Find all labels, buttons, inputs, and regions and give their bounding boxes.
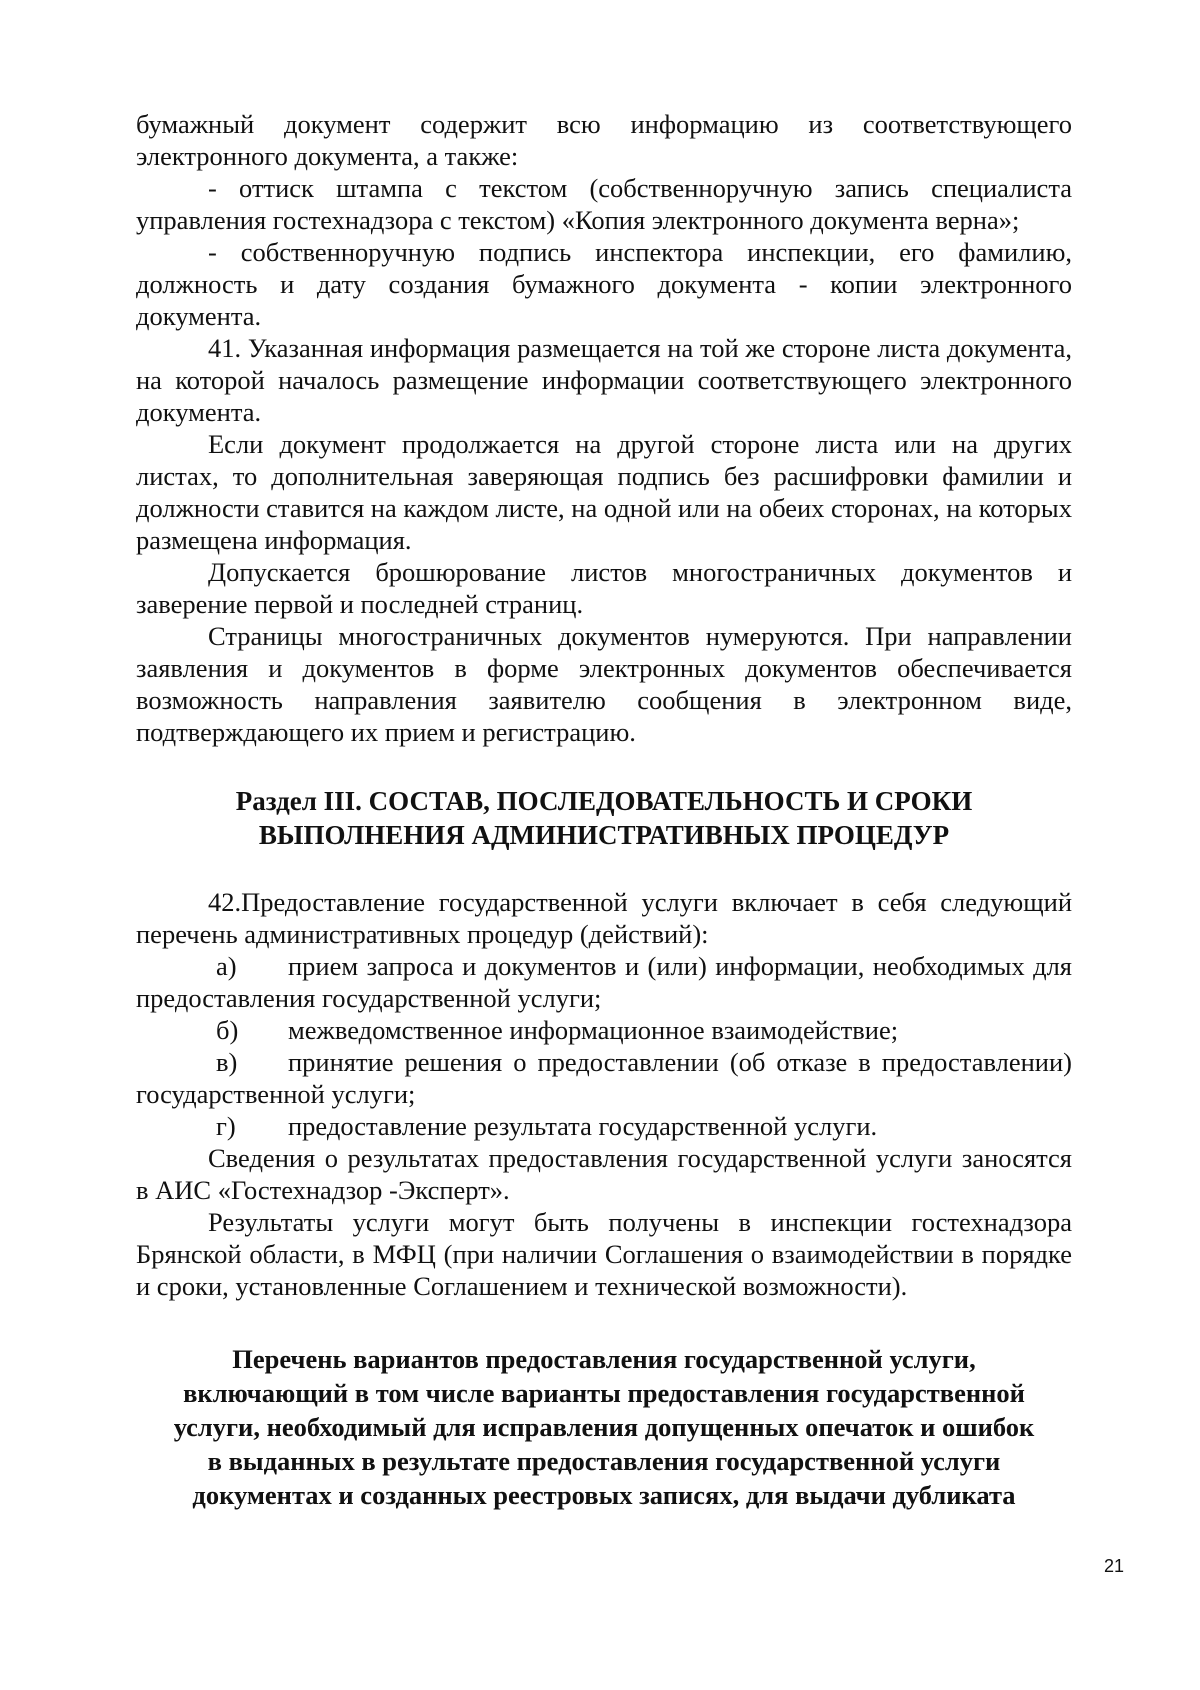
subsection-heading-line-2: включающий в том числе варианты предоставления государственной bbox=[183, 1378, 1025, 1408]
subsection-heading-line-5: документах и созданных реестровых записях, для выдачи дубликата bbox=[192, 1480, 1016, 1510]
subsection-heading bbox=[136, 1342, 1072, 1512]
paragraph-continuation: бумажный документ содержит всю информацию из соответствующего электронного документа, а также: bbox=[136, 109, 1072, 171]
list-item bbox=[136, 1014, 1072, 1046]
page-content bbox=[136, 108, 1072, 1512]
section-heading bbox=[136, 784, 1072, 852]
list-item-marker: г) bbox=[216, 1111, 236, 1141]
paragraph-numbering: Страницы многостраничных документов нумеруются. При направлении заявления и документов в форме электронных документов обеспечивается возможность направления заявителю сообщения в электронном виде, подтверждающего их прием и регистрацию. bbox=[136, 621, 1072, 747]
list-item-text: принятие решения о предоставлении (об отказе в предоставлении) государственной услуги; bbox=[136, 1047, 1072, 1109]
list-item bbox=[136, 950, 1072, 1014]
paragraph-stamp: - оттиск штампа с текстом (собственноручную запись специалиста управления гостехнадзора с текстом) «Копия электронного документа верна»; bbox=[136, 173, 1072, 235]
section-heading-line-1: Раздел III. СОСТАВ, ПОСЛЕДОВАТЕЛЬНОСТЬ И СРОКИ bbox=[235, 786, 973, 816]
section-heading-line-2: ВЫПОЛНЕНИЯ АДМИНИСТРАТИВНЫХ ПРОЦЕДУР bbox=[258, 820, 950, 850]
paragraph-item-42: 42.Предоставление государственной услуги включает в себя следующий перечень административных процедур (действий): bbox=[136, 887, 1072, 949]
subsection-heading-line-4: в выданных в результате предоставления государственной услуги bbox=[207, 1446, 1001, 1476]
list-item bbox=[136, 1110, 1072, 1142]
list-item bbox=[136, 1046, 1072, 1110]
paragraph-binding: Допускается брошюрование листов многостраничных документов и заверение первой и последней страниц. bbox=[136, 557, 1072, 619]
paragraph-other-side: Если документ продолжается на другой стороне листа или на других листах, то дополнительная заверяющая подпись без расшифровки фамилии и должности ставится на каждом листе, на одной или на обеих сторонах, на которых размещена информация. bbox=[136, 429, 1072, 555]
subsection-heading-line-1: Перечень вариантов предоставления государственной услуги, bbox=[232, 1344, 976, 1374]
list-item-marker: в) bbox=[216, 1047, 238, 1077]
list-item-marker: а) bbox=[216, 951, 237, 981]
list-item-text: прием запроса и документов и (или) информации, необходимых для предоставления государственной услуги; bbox=[136, 951, 1072, 1013]
paragraph-signature: - собственноручную подпись инспектора инспекции, его фамилию, должность и дату создания бумажного документа - копии электронного документа. bbox=[136, 237, 1072, 331]
list-item-text: межведомственное информационное взаимодействие; bbox=[288, 1015, 899, 1045]
paragraph-results-info: Сведения о результатах предоставления государственной услуги заносятся в АИС «Гостехнадзор -Эксперт». bbox=[136, 1143, 1072, 1205]
subsection-heading-line-3: услуги, необходимый для исправления допущенных опечаток и ошибок bbox=[173, 1412, 1035, 1442]
page-number: 21 bbox=[1103, 1556, 1124, 1576]
paragraph-results-receipt: Результаты услуги могут быть получены в инспекции гостехнадзора Брянской области, в МФЦ (при наличии Соглашения о взаимодействии в порядке и сроки, установленные Соглашением и технической возможности). bbox=[136, 1207, 1072, 1301]
paragraph-item-41: 41. Указанная информация размещается на той же стороне листа документа, на которой началось размещение информации соответствующего электронного документа. bbox=[136, 333, 1072, 427]
list-item-marker: б) bbox=[216, 1015, 239, 1045]
list-item-text: предоставление результата государственной услуги. bbox=[288, 1111, 878, 1141]
